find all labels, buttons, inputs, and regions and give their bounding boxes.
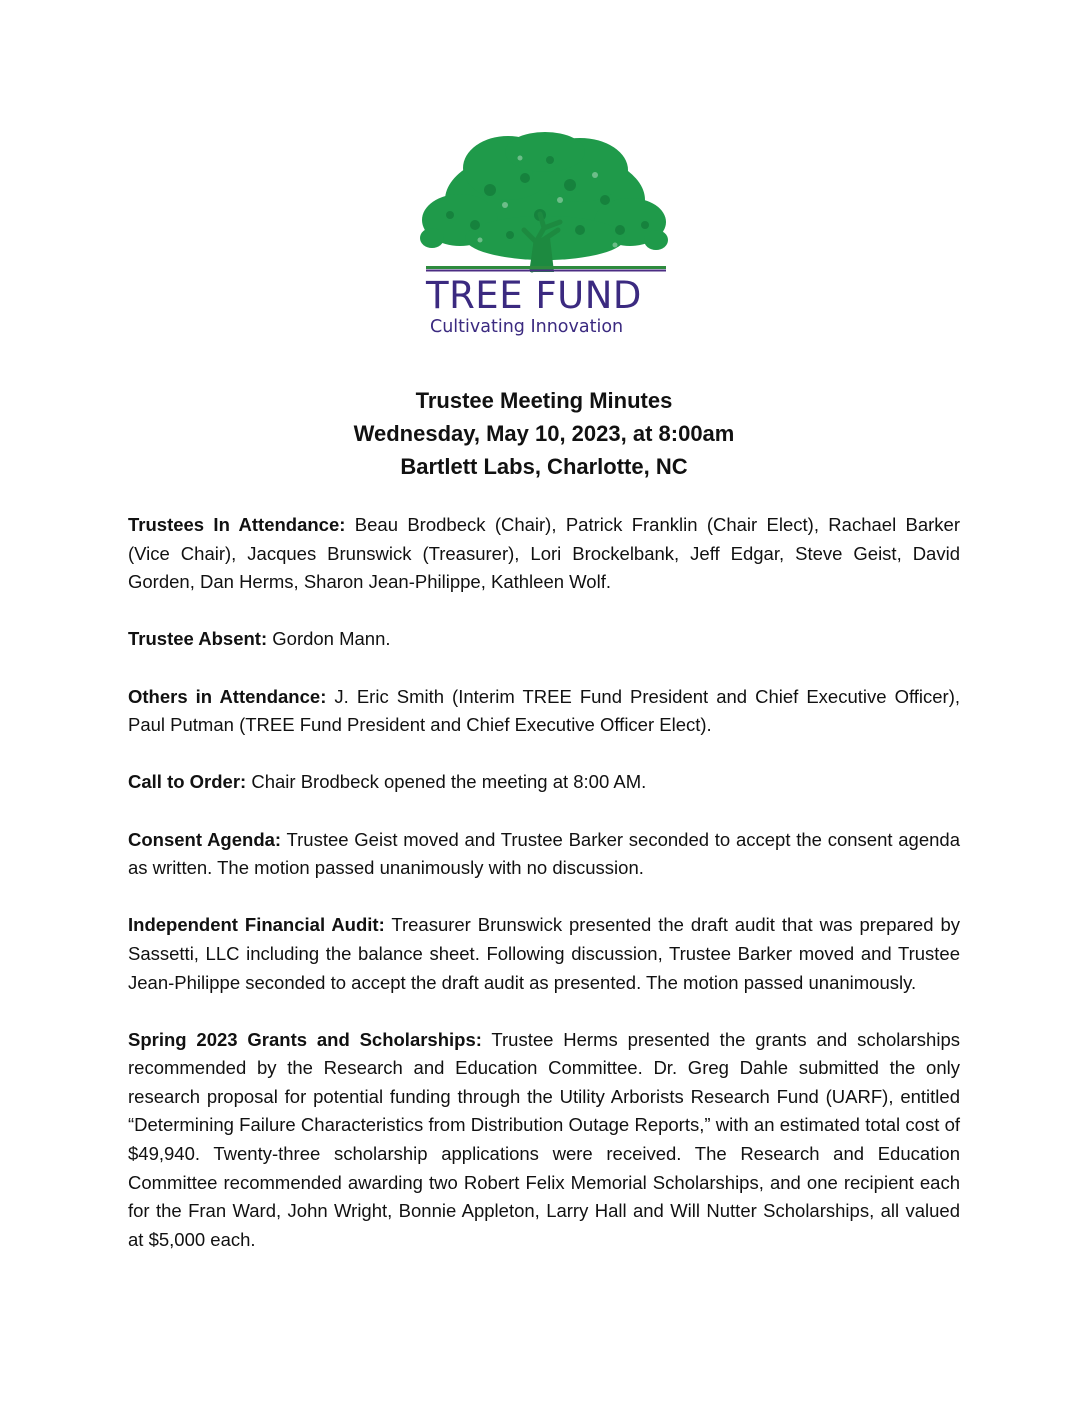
section-text: J. Eric Smith (Interim TREE Fund President and Chief Executive Officer), Paul Putman (TREE Fund President and Chief Executive Officer Elect). (128, 685, 961, 736)
section-consent-agenda (128, 826, 960, 883)
section-trustees-attendance (128, 511, 960, 597)
meeting-location: Bartlett Labs, Charlotte, NC (400, 454, 688, 479)
section-label: Spring 2023 Grants and Scholarships: (128, 1028, 482, 1050)
section-label: Call to Order: (128, 771, 247, 793)
section-label: Trustee Absent: (128, 628, 268, 650)
section-trustee-absent (128, 625, 960, 654)
minutes-body (128, 511, 960, 1283)
section-label: Consent Agenda: (128, 828, 282, 850)
logo-wordmark: TREE FUND (426, 274, 642, 317)
meeting-date: Wednesday, May 10, 2023, at 8:00am (353, 421, 735, 446)
section-text: Treasurer Brunswick presented the draft audit that was prepared by Sassetti, LLC including the balance sheet. Following discussion, Trustee Barker moved and Trustee Jean-Philippe seconded to accept the draft audit as presented. The motion passed unanimously. (128, 914, 960, 993)
section-call-to-order (128, 768, 960, 797)
document-heading (0, 384, 1088, 483)
section-text: Trustee Herms presented the grants and scholarships recommended by the Research and Education Committee. Dr. Greg Dahle submitted the only research proposal for potential funding through the Utility Arborists Research Fund (UARF), entitled “Determining Failure Characteristics from Distribution Outage Reports,” with an estimated total cost of $49,940. Twenty-three scholarship applications were received. The Research and Education Committee recommended awarding two Robert Felix Memorial Scholarships, and one recipient each for the Fran Ward, John Wright, Bonnie Appleton, Larry Hall and Will Nutter Scholarships, all valued at $5,000 each. (128, 1028, 960, 1250)
section-text: Trustee Geist moved and Trustee Barker seconded to accept the consent agenda as written. The motion passed unanimously with no discussion. (128, 828, 960, 879)
section-others-attendance (128, 683, 960, 740)
logo-tagline: Cultivating Innovation (430, 317, 624, 337)
section-grants-scholarships (128, 1026, 960, 1255)
document-title: Trustee Meeting Minutes (415, 388, 673, 413)
section-text: Beau Brodbeck (Chair), Patrick Franklin (Chair Elect), Rachael Barker (Vice Chair), Jacques Brunswick (Treasurer), Lori Brockelbank, Jeff Edgar, Steve Geist, David Gorden, Dan Herms, Sharon Jean-Philippe, Kathleen Wolf. (128, 514, 961, 593)
section-text: Gordon Mann. (272, 628, 391, 650)
section-financial-audit (128, 911, 960, 997)
section-label: Others in Attendance: (128, 685, 327, 707)
section-label: Trustees In Attendance: (128, 514, 346, 535)
section-label: Independent Financial Audit: (128, 914, 385, 936)
tree-fund-logo (420, 130, 670, 345)
section-text: Chair Brodbeck opened the meeting at 8:00 AM. (251, 771, 647, 793)
